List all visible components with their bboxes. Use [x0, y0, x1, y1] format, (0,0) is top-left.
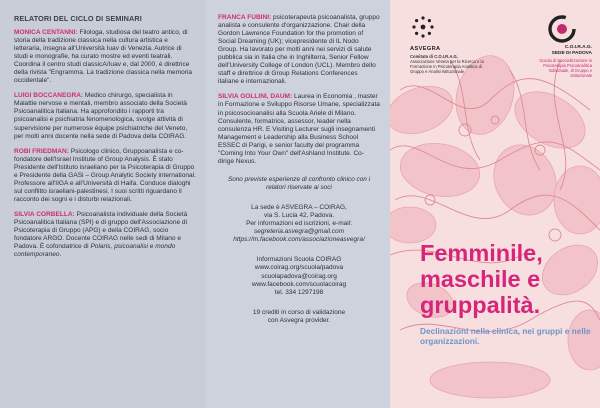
school-phone: tel. 334 1297198: [274, 288, 324, 296]
venue-line: La sede è ASVEGRA – COIRAG,: [251, 203, 347, 211]
speaker-bio: [14, 148, 196, 204]
asvegra-description: Comitato di C.O.I.R.A.G. Associazione Veneta per la Ricerca e la Formazione in Psicoterapia Analitica di Gruppo e Analisi Istituzionale: [410, 54, 484, 74]
credits-line: 19 crediti in corso di validazione: [252, 308, 346, 316]
coirag-label: C.O.I.R.A.G. SEDE DI PADOVA: [551, 45, 592, 56]
speaker-text: Psicologo clinico, Gruppoanalista e co-fondatore dell'Israel Institute of Group Analysis. È stato Presidente dell'Istituto israeliano per la Psicoterapia di Gruppo e Presidente della GASi – Group Analytic Society international. Professore all'IIGA e all'Università di Haifa. Conduce dialoghi sul conflitto israeliani-palestinesi. I suoi scritti riguardano il racconto dei sogni e i disturbi relazionali.: [14, 147, 196, 203]
venue-info: [218, 204, 380, 244]
clinical-note: Sono previste esperienze di confronto clinico con i relatori riservate ai soci: [227, 175, 371, 191]
credits-info: [218, 309, 380, 325]
speakers-panel-mid: [206, 0, 390, 408]
school-facebook-link[interactable]: www.facebook.com/scuolacoirag: [251, 280, 347, 288]
speaker-bio: [14, 211, 196, 259]
speaker-name: MONICA CENTANNI:: [14, 29, 78, 36]
school-email-link[interactable]: scuolapadova@coirag.org: [261, 272, 337, 280]
school-info: [218, 256, 380, 296]
title-line: gruppalità.: [420, 292, 541, 318]
credits-line: con Asvegra provider.: [267, 316, 331, 324]
speaker-name: FRANCA FUBINI:: [218, 14, 272, 21]
school-website-link[interactable]: www.coirag.org/scuola/padova: [254, 264, 344, 272]
venue-line: via S. Lucia 42, Padova.: [263, 211, 335, 219]
speaker-text: psicoterapeuta psicoanalista, gruppo analista e consulente d'organizzazione. Chair della Gordon Lawrence Foundation for the promotion of Social Dreaming (UK); vicepresidente di IL Nodo Group. Ha lavorato per molti anni nei servizi di salute pubblica sia in Italia che in Inghilterra, Senior Fellow dell'University College of London (UCL). Membro dello staff e direttrice di Group Relations Conferences italiane e internazionali.: [218, 14, 380, 86]
speaker-text: Medico chirurgo, specialista in Malattie nervose e mentali, membro associato della Società Psicoanalitica Italiana. Ha approfondito i rapporti tra psicoanalisi e psichiatria fenomenologica, svolge attività di supervisione per numerose équipe psichiatriche del Veneto, per molti anni docente nella sede di Padova della COIRAG.: [14, 92, 188, 140]
asvegra-mark-icon: [410, 14, 436, 40]
speaker-text: Laurea in Economia , master in Formazione e Sviluppo Risorse Umane, specializzata in psicosocioanalisi alla Scuola Ariele di Milano. Consulente, formatrice, assessor, leader nella consulenza HR. E Visiting Lecturer sugli insegnamenti Management e Leadership alla Business School ESSEC di Parigi, e senior faculty del programma "Coming Into Your Own" dell'Ashland Institute. Co-dirige Nexus.: [218, 93, 380, 165]
title-line: maschile e: [420, 266, 541, 292]
title-line: Femminile,: [420, 240, 543, 266]
facebook-link[interactable]: https://m.facebook.com/associazioneasvegra/: [233, 236, 365, 244]
speaker-bio: [14, 92, 196, 140]
section-title: RELATORI DEL CICLO DI SEMINARI: [14, 14, 142, 23]
speaker-name: ROBI FRIEDMAN:: [14, 147, 69, 155]
speaker-text-end: .: [59, 251, 62, 259]
speaker-text: Filologa, studiosa del teatro antico, di storia della tradizione classica nella cultura artistica e letteraria, insegna all'Università Iuav di Venezia. Autrice di studi e monografie, ha curato mostre ed eventi teatrali. Coordina il centro studi classicA/Iuav e, dal 2000, è direttrice della rivista "Engramma. La tradizione classica nella memoria occidentale".: [14, 29, 193, 85]
speakers-panel-left: [0, 0, 206, 408]
speaker-name: LUIGI BOCCANEGRA:: [14, 92, 84, 100]
venue-line: Per informazioni ed iscrizioni, e-mail:: [246, 220, 352, 228]
email-link[interactable]: segreteria.asvegra@gmail.com: [253, 228, 345, 236]
speaker-bio: [218, 14, 380, 86]
asvegra-label: ASVEGRA: [410, 46, 441, 52]
brochure-title: [420, 240, 598, 318]
speaker-name: SILVIA CORBELLA:: [14, 210, 75, 218]
speaker-name: SILVIA GOLLINI, DAUM:: [218, 93, 293, 101]
coirag-mark-icon: [547, 14, 577, 44]
journal-title: Polaris, psicoanalisi e mondo contemporaneo: [14, 243, 176, 259]
cover-panel: [390, 0, 600, 408]
school-line: Informazioni Scuola COIRAG: [256, 256, 342, 264]
coirag-logo: [532, 14, 592, 79]
asvegra-logo: [410, 14, 490, 74]
speaker-text: Psicoanalista individuale della Società Psicoanalitica Italiana (SPI) e di gruppo dell'Associazione di Psicoterapia di Gruppo (APG) e della COIRAG, socio fondatore ARGO. Docente COIRAG nelle sedi di Milano e Padova. È cofondatrice di: [14, 210, 188, 251]
speaker-bio: [218, 93, 380, 165]
brochure-subtitle: Declinazioni nella clinica, nei gruppi e nelle organizzazioni.: [420, 326, 591, 347]
speaker-bio: [14, 29, 196, 85]
coirag-description: Scuola di Specializzazione in Psicoterapia Psicoanalitica Individuale, di Gruppo e Istituzionale: [539, 58, 592, 78]
